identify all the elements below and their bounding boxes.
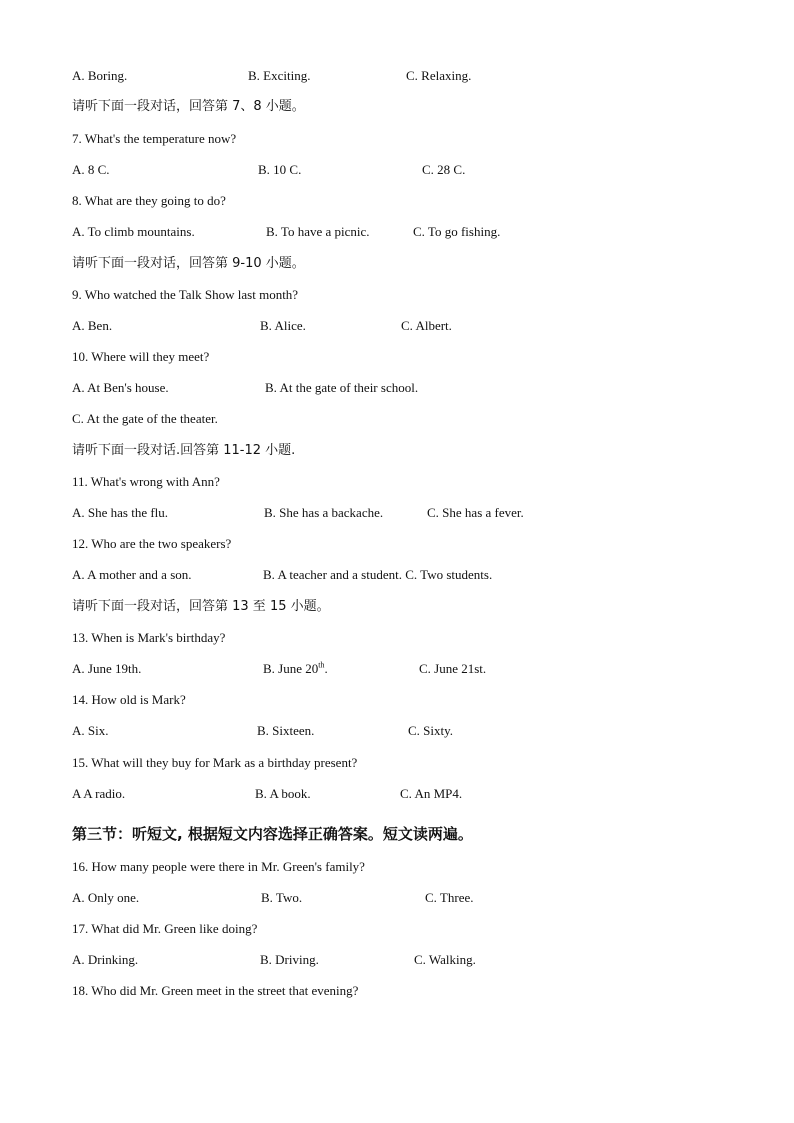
q14-option-b: B. Sixteen. (257, 723, 315, 738)
q17-option-c: C. Walking. (414, 952, 476, 967)
question-11: 11. What's wrong with Ann? (72, 474, 220, 489)
q9-option-a: A. Ben. (72, 318, 113, 333)
q11-option-a: A. She has the flu. (72, 505, 169, 520)
q15-option-b: B. A book. (255, 786, 311, 801)
q11-option-c: C. She has a fever. (427, 505, 524, 520)
q16-option-a: A. Only one. (72, 890, 140, 905)
q17-option-a: A. Drinking. (72, 952, 139, 967)
q10-option-a: A. At Ben's house. (72, 380, 169, 395)
q13-option-b (263, 661, 328, 677)
question-12: 12. Who are the two speakers? (72, 536, 232, 551)
question-13: 13. When is Mark's birthday? (72, 630, 226, 645)
question-8: 8. What are they going to do? (72, 193, 226, 208)
q13-option-a: A. June 19th. (72, 661, 142, 676)
question-15: 15. What will they buy for Mark as a birthday present? (72, 755, 358, 770)
q16-option-b: B. Two. (261, 890, 303, 905)
question-9: 9. Who watched the Talk Show last month? (72, 287, 299, 302)
q11-option-b: B. She has a backache. (264, 505, 384, 520)
q9-option-b: B. Alice. (260, 318, 306, 333)
q10-option-b: B. At the gate of their school. (265, 380, 419, 395)
q15-option-c: C. An MP4. (400, 786, 463, 801)
instruction-13-15: 请听下面一段对话，回答第 13 至 15 小题。 (72, 599, 330, 614)
q17-option-b: B. Driving. (260, 952, 319, 967)
q9-option-c: C. Albert. (401, 318, 452, 333)
question-14: 14. How old is Mark? (72, 692, 186, 707)
q8-option-b: B. To have a picnic. (266, 224, 370, 239)
question-10: 10. Where will they meet? (72, 349, 210, 364)
q12-option-b-c: B. A teacher and a student. C. Two students. (263, 567, 493, 582)
q14-option-c: C. Sixty. (408, 723, 454, 738)
q13-option-c: C. June 21st. (419, 661, 487, 676)
question-17: 17. What did Mr. Green like doing? (72, 921, 258, 936)
q13-option-b-sup: th (318, 660, 325, 670)
q15-option-a: A A radio. (72, 786, 126, 801)
q7-option-b: B. 10 C. (258, 162, 302, 177)
question-7: 7. What's the temperature now? (72, 131, 237, 146)
q14-option-a: A. Six. (72, 723, 109, 738)
q6-option-c: C. Relaxing. (406, 68, 472, 83)
q13-option-b-text: B. June 20 (263, 661, 319, 676)
q6-option-a: A. Boring. (72, 68, 128, 83)
section-3-heading: 第三节：听短文, 根据短文内容选择正确答案。短文读两遍。 (72, 825, 473, 843)
q8-option-a: A. To climb mountains. (72, 224, 195, 239)
q6-option-b: B. Exciting. (248, 68, 311, 83)
q7-option-c: C. 28 C. (422, 162, 466, 177)
question-18: 18. Who did Mr. Green meet in the street that evening? (72, 983, 359, 998)
q16-option-c: C. Three. (425, 890, 474, 905)
q10-option-c: C. At the gate of the theater. (72, 411, 218, 426)
instruction-7-8: 请听下面一段对话，回答第 7、8 小题。 (72, 99, 305, 114)
q8-option-c: C. To go fishing. (413, 224, 501, 239)
q13-option-b-end: . (324, 661, 328, 676)
question-16: 16. How many people were there in Mr. Green's family? (72, 859, 365, 874)
instruction-11-12: 请听下面一段对话.回答第 11-12 小题. (72, 443, 296, 458)
instruction-9-10: 请听下面一段对话，回答第 9-10 小题。 (72, 256, 305, 271)
q12-option-a: A. A mother and a son. (72, 567, 192, 582)
q7-option-a: A. 8 C. (72, 162, 110, 177)
